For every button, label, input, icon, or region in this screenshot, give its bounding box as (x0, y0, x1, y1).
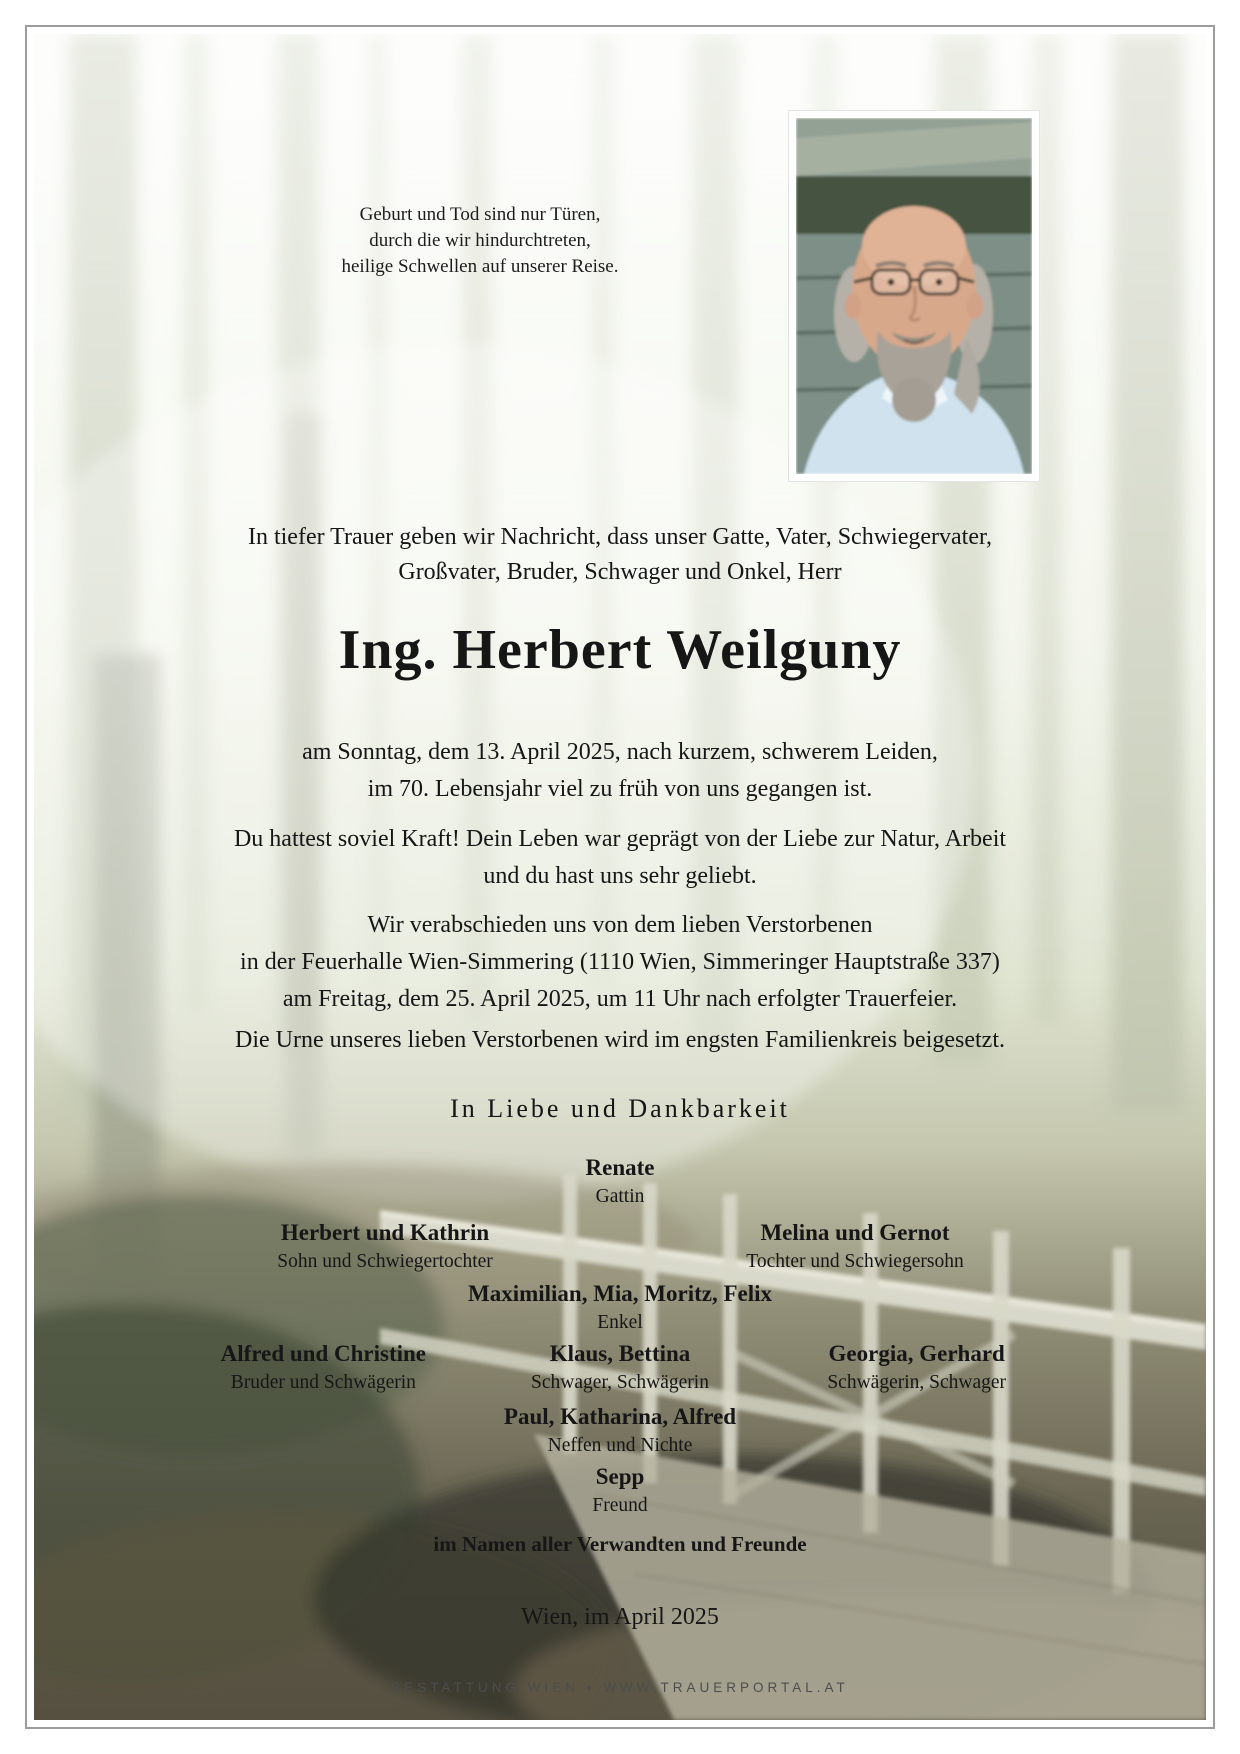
ceremony-line: in der Feuerhalle Wien-Simmering (1110 Wien, Simmeringer Hauptstraße 337) (240, 949, 1000, 975)
mourner-row-children (150, 1218, 1090, 1276)
mourner-relation: Freund (592, 1495, 648, 1516)
mourner-relation: Bruder und Schwägerin (230, 1372, 416, 1393)
opening-quote (280, 202, 680, 280)
mourner-relation: Gattin (595, 1186, 645, 1207)
mourner-enkel (34, 1279, 1206, 1337)
mourner-names: Melina und Gernot (760, 1220, 950, 1245)
mourner-relation: Enkel (597, 1312, 643, 1333)
quote-line: heilige Schwellen auf unserer Reise. (341, 256, 619, 277)
mourner-names: Renate (585, 1155, 655, 1180)
mourner-names: Sepp (595, 1464, 645, 1489)
mourner-relation: Tochter und Schwiegersohn (746, 1251, 964, 1272)
deceased-name: Ing. Herbert Weilguny (338, 619, 902, 681)
quote-line: durch die wir hindurchtreten, (369, 230, 591, 251)
mourner-relation: Sohn und Schwiegertochter (277, 1251, 493, 1272)
funeral-home-footer: BESTATTUNG WIEN • WWW.TRAUERPORTAL.AT (391, 1680, 849, 1695)
quote-line: Geburt und Tod sind nur Türen, (359, 204, 601, 225)
death-line: am Sonntag, dem 13. April 2025, nach kurzem, schwerem Leiden, (302, 739, 938, 765)
page-frame (25, 25, 1215, 1729)
mourner-names: Paul, Katharina, Alfred (503, 1404, 737, 1429)
tribute-text (34, 821, 1206, 895)
in-name-of-line: im Namen aller Verwandten und Freunde (433, 1532, 807, 1556)
mourner-tochter (620, 1218, 1090, 1276)
death-line: im 70. Lebensjahr viel zu früh von uns gegangen ist. (367, 776, 873, 802)
mourner-names: Herbert und Kathrin (280, 1220, 490, 1245)
intro-line: Großvater, Bruder, Schwager und Onkel, Herr (398, 559, 842, 585)
tribute-line: Du hattest soviel Kraft! Dein Leben war geprägt von der Liebe zur Natur, Arbeit (233, 826, 1007, 852)
forest-background-scene (34, 34, 1206, 1720)
mourner-names: Georgia, Gerhard (828, 1341, 1005, 1366)
mourner-names: Klaus, Bettina (549, 1341, 691, 1366)
announcement-intro (34, 520, 1206, 590)
ceremony-info (34, 907, 1206, 1018)
closing-phrase: In Liebe und Dankbarkeit (450, 1094, 790, 1123)
mourner-relation: Schwägerin, Schwager (827, 1372, 1007, 1393)
place-date-line: Wien, im April 2025 (521, 1604, 719, 1630)
mourner-names: Maximilian, Mia, Moritz, Felix (467, 1281, 773, 1306)
mourner-names: Alfred und Christine (220, 1341, 426, 1366)
death-details (34, 734, 1206, 808)
mourner-relation: Neffen und Nichte (547, 1435, 693, 1456)
ceremony-line: am Freitag, dem 25. April 2025, um 11 Uhr nach erfolgter Trauerfeier. (282, 986, 958, 1012)
mourner-freund (34, 1462, 1206, 1520)
mourner-gattin (34, 1153, 1206, 1211)
mourner-relation: Schwager, Schwägerin (531, 1372, 709, 1393)
mourner-bruder (175, 1339, 472, 1397)
deceased-portrait-photo (788, 110, 1040, 482)
ceremony-line: Wir verabschieden uns von dem lieben Verstorbenen (367, 912, 873, 938)
mourner-neffen (34, 1402, 1206, 1460)
mourner-row-siblings (175, 1339, 1065, 1397)
portrait-illustration (796, 118, 1032, 474)
mourner-schwaegerin (768, 1339, 1065, 1397)
mourner-schwager (472, 1339, 769, 1397)
mourner-sohn (150, 1218, 620, 1276)
tribute-line: und du hast uns sehr geliebt. (483, 863, 757, 889)
intro-line: In tiefer Trauer geben wir Nachricht, dass unser Gatte, Vater, Schwiegervater, (247, 524, 993, 550)
urn-info: Die Urne unseres lieben Verstorbenen wird im engsten Familienkreis beigesetzt. (234, 1027, 1005, 1053)
